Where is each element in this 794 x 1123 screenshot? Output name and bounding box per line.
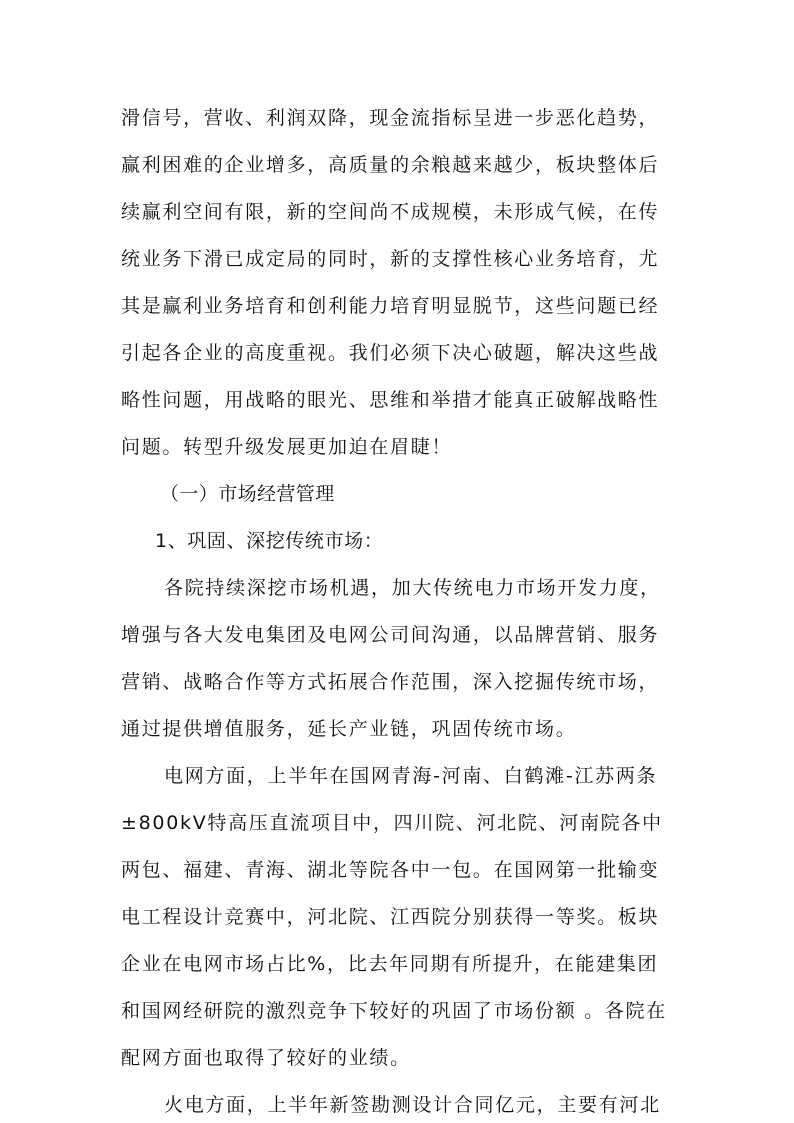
paragraph-line: 企业在电网市场占比%，比去年同期有所提升，在能建集团: [121, 953, 659, 975]
paragraph-line: 引起各企业的高度重视。我们必须下决心破题，解决这些战: [121, 342, 660, 364]
paragraph-line: 两包、福建、青海、湖北等院各中一包。在国网第一批输变: [121, 859, 660, 881]
section-heading: （一）市场经营管理: [160, 483, 335, 505]
paragraph-line: 其是赢利业务培育和创利能力培育明显脱节，这些问题已经: [121, 295, 660, 317]
paragraph-line: 营销、战略合作等方式拓展合作范围，深入挖掘传统市场，: [121, 671, 660, 693]
paragraph-line: 略性问题，用战略的眼光、思维和举措才能真正破解战略性: [121, 389, 660, 411]
paragraph-line: 赢利困难的企业增多，高质量的余粮越来越少，板块整体后: [121, 154, 660, 176]
paragraph-line: 统业务下滑已成定局的同时，新的支撑性核心业务培育，尤: [121, 248, 660, 270]
paragraph-line: ±800kV特高压直流项目中，四川院、河北院、河南院各中: [121, 812, 663, 834]
paragraph-line: 配网方面也取得了较好的业绩。: [121, 1047, 411, 1069]
paragraph-line: 增强与各大发电集团及电网公司间沟通，以品牌营销、服务: [121, 624, 660, 646]
paragraph-line: 续赢利空间有限，新的空间尚不成规模，未形成气候，在传: [121, 201, 660, 223]
paragraph-line: 和国网经研院的激烈竞争下较好的巩固了市场份额 。各院在: [121, 1000, 667, 1022]
paragraph-line: 问题。转型升级发展更加迫在眉睫！: [121, 436, 453, 458]
subsection-heading: 1、巩固、深挖传统市场：: [155, 530, 384, 552]
paragraph-line: 滑信号，营收、利润双降，现金流指标呈进一步恶化趋势，: [121, 107, 660, 129]
paragraph-line: 各院持续深挖市场机遇，加大传统电力市场开发力度，: [164, 577, 661, 599]
paragraph-line: 电网方面，上半年在国网青海-河南、白鹤滩-江苏两条: [164, 765, 658, 787]
paragraph-line: 通过提供增值服务，延长产业链，巩固传统市场。: [121, 718, 577, 740]
paragraph-line: 火电方面，上半年新签勘测设计合同亿元，主要有河北: [164, 1094, 661, 1116]
paragraph-line: 电工程设计竞赛中，河北院、江西院分别获得一等奖。板块: [121, 906, 660, 928]
